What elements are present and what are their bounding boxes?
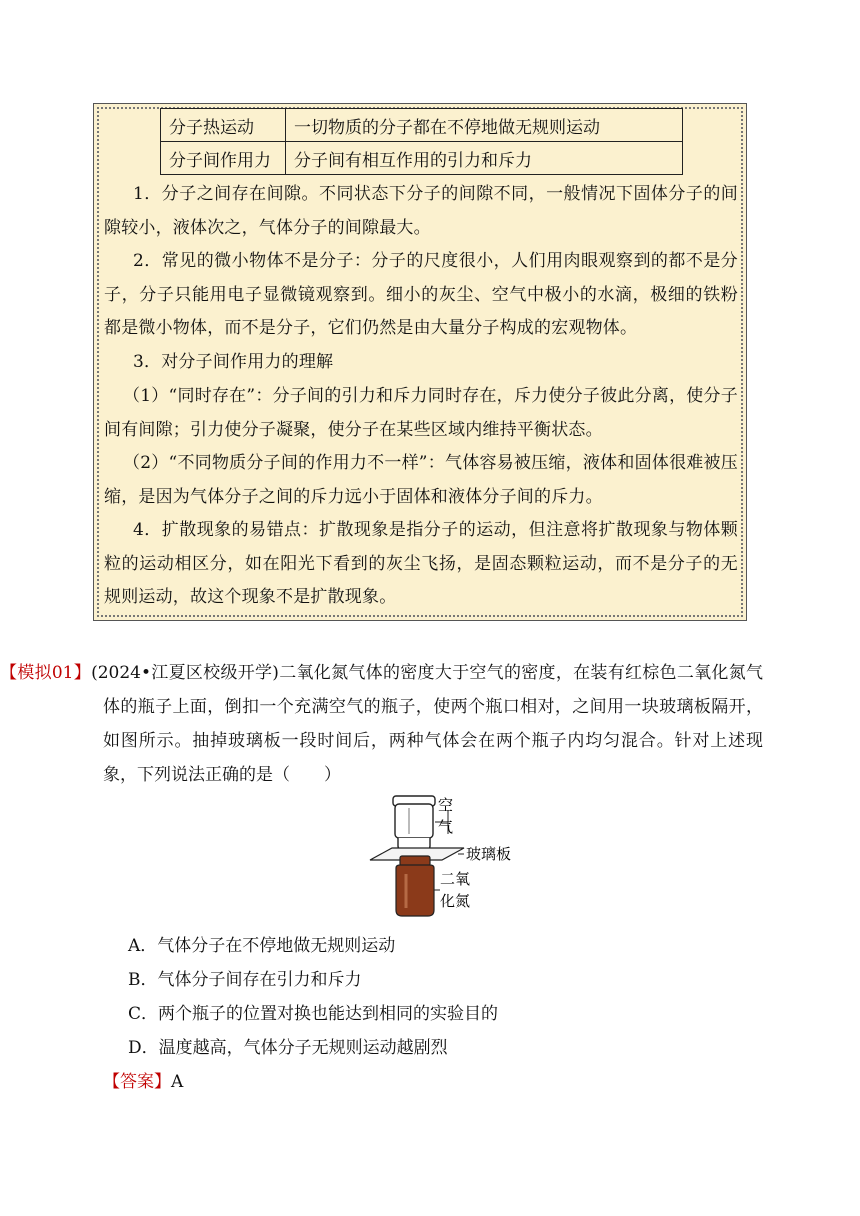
label-no2-2: 化氮 (440, 892, 471, 910)
answer-line (103, 1067, 183, 1092)
desc-cell: 一切物质的分子都在不停地做无规则运动 (286, 109, 683, 142)
label-no2-1: 二氧 (440, 870, 471, 888)
point-3: 3．对分子间作用力的理解 (133, 352, 334, 372)
table-row (161, 109, 683, 142)
point-4: 4．扩散现象的易错点：扩散现象是指分子的运动，但注意将扩散现象与物体颗粒的运动相区分，如在阳光下看到的灰尘飞扬，是固态颗粒运动，而不是分子的无规则运动，故这个现象不是扩散现象。 (104, 520, 738, 607)
knowledge-box (93, 103, 747, 621)
answer-tag: 【答案】 (103, 1072, 171, 1092)
point-3-2: （2）“不同物质分子间的作用力不一样”：气体容易被压缩，液体和固体很难被压缩，是因为气体分子之间的斥力远小于固体和液体分子间的斥力。 (104, 453, 738, 507)
label-air-1: 空 (438, 796, 454, 814)
point-2: 2．常见的微小物体不是分子：分子的尺度很小，人们用肉眼观察到的都不是分子，分子只能用电子显微镜观察到。细小的灰尘、空气中极小的水滴，极细的铁粉都是微小物体，而不是分子，它们仍然是由大量分子构成的宏观物体。 (104, 251, 738, 338)
question-tag: 【模拟01】 (0, 663, 92, 683)
term-cell: 分子热运动 (161, 109, 286, 142)
question-block (0, 656, 763, 792)
label-glass: 玻璃板 (466, 845, 512, 863)
question-source: (2024•江夏区校级开学) (91, 663, 279, 683)
table-row (161, 142, 683, 175)
option-d: D．温度越高，气体分子无规则运动越剧烈 (128, 1038, 448, 1058)
desc-cell: 分子间有相互作用的引力和斥力 (286, 142, 683, 175)
term-cell: 分子间作用力 (161, 142, 286, 175)
option-b: B．气体分子间存在引力和斥力 (128, 970, 362, 990)
label-air-2: 气 (438, 818, 454, 836)
answer-value: A (171, 1072, 184, 1092)
point-1: 1．分子之间存在间隙。不同状态下分子的间隙不同，一般情况下固体分子的间隙较小，液体次之，气体分子的间隙最大。 (104, 184, 738, 238)
point-3-1: （1）“同时存在”：分子间的引力和斥力同时存在，斥力使分子彼此分离，使分子间有间隙；引力使分子凝聚，使分子在某些区域内维持平衡状态。 (104, 386, 738, 440)
option-a: A．气体分子在不停地做无规则运动 (128, 936, 396, 956)
option-c: C．两个瓶子的位置对换也能达到相同的实验目的 (128, 1004, 499, 1024)
definition-table (160, 108, 683, 175)
question-stem-text: 二氧化氮气体的密度大于空气的密度，在装有红棕色二氧化氮气体的瓶子上面，倒扣一个充满空气的瓶子，使两个瓶口相对，之间用一块玻璃板隔开，如图所示。抽掉玻璃板一段时间后，两种气体会在两个瓶子内均匀混合。针对上述现象，下列说法正确的是（ ） (103, 663, 763, 785)
experiment-figure (360, 792, 520, 920)
